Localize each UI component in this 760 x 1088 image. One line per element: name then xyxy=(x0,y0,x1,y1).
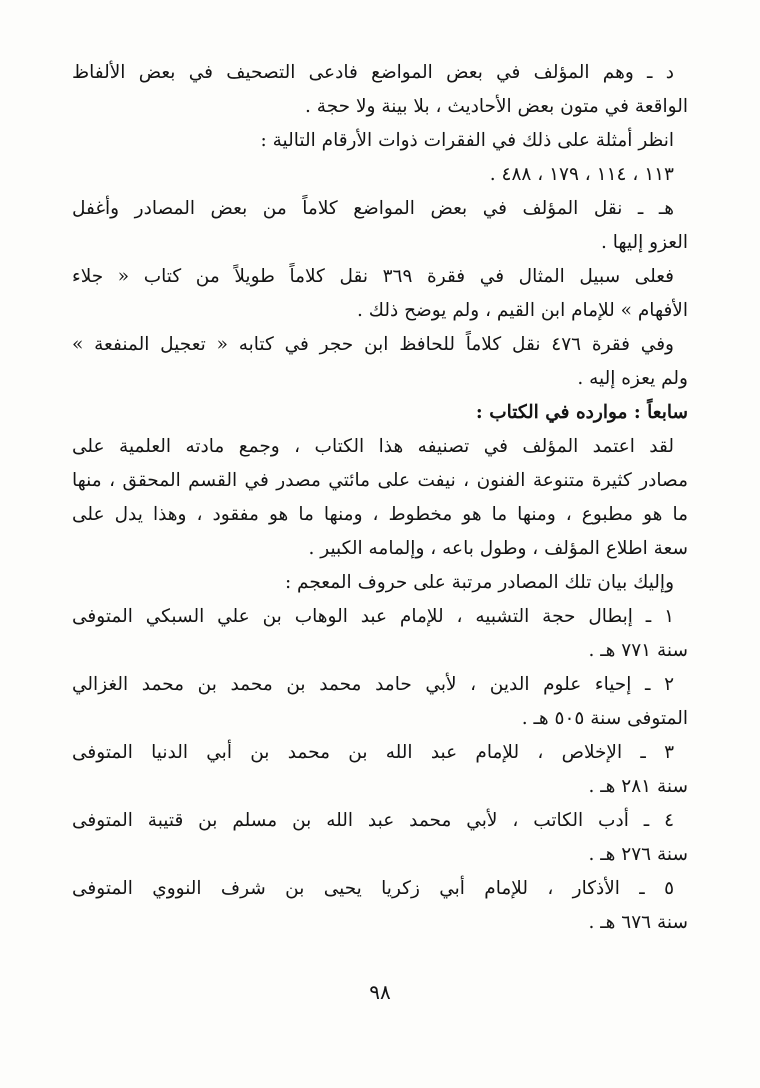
source-entry-line: سنة ٢٧٦ هـ . xyxy=(588,844,688,865)
source-entry-line: سنة ٢٨١ هـ . xyxy=(588,776,688,797)
source-entry-line: سنة ٦٧٦ هـ . xyxy=(588,912,688,933)
text-line: مصادر كثيرة متنوعة الفنون ، نيفت على مائتي مصدر في القسم المحقق ، منها xyxy=(72,470,688,491)
text-line: لقد اعتمد المؤلف في تصنيفه هذا الكتاب ، وجمع مادته العلمية على xyxy=(72,436,674,457)
text-line: ما هو مطبوع ، ومنها ما هو مخطوط ، ومنها ما هو مفقود ، وهذا يدل على xyxy=(72,504,688,525)
page-number: ٩٨ xyxy=(369,980,391,1004)
source-entry-line: ٣ ـ الإخلاص ، للإمام عبد الله بن محمد بن أبي الدنيا المتوفى xyxy=(72,742,674,763)
text-line: فعلى سبيل المثال في فقرة ٣٦٩ نقل كلاماً طويلاً من كتاب « جلاء xyxy=(72,266,674,287)
source-entry-line: ٤ ـ أدب الكاتب ، لأبي محمد عبد الله بن مسلم بن قتيبة المتوفى xyxy=(72,810,674,831)
section-heading: سابعاً : موارده في الكتاب : xyxy=(475,402,688,423)
text-line: ولم يعزه إليه . xyxy=(577,368,688,389)
body-text xyxy=(72,56,688,940)
text-line: وإليك بيان تلك المصادر مرتبة على حروف المعجم : xyxy=(284,572,674,593)
source-entry-line: ١ ـ إبطال حجة التشبيه ، للإمام عبد الوهاب بن علي السبكي المتوفى xyxy=(72,606,674,627)
text-line: انظر أمثلة على ذلك في الفقرات ذوات الأرقام التالية : xyxy=(260,130,674,151)
text-line: العزو إليها . xyxy=(600,232,688,253)
source-entry-line: المتوفى سنة ٥٠٥ هـ . xyxy=(521,708,688,729)
text-line: الأفهام » للإمام ابن القيم ، ولم يوضح ذلك . xyxy=(356,300,688,321)
text-line: الواقعة في متون بعض الأحاديث ، بلا بينة ولا حجة . xyxy=(305,96,688,117)
text-line: ١١٣ ، ١١٤ ، ١٧٩ ، ٤٨٨ . xyxy=(489,164,674,185)
text-line: وفي فقرة ٤٧٦ نقل كلاماً للحافظ ابن حجر في كتابه « تعجيل المنفعة » xyxy=(72,334,674,355)
text-line: هـ ـ نقل المؤلف في بعض المواضع كلاماً من بعض المصادر وأغفل xyxy=(72,198,674,219)
source-entry-line: سنة ٧٧١ هـ . xyxy=(588,640,688,661)
text-line: سعة اطلاع المؤلف ، وطول باعه ، وإلمامه الكبير . xyxy=(308,538,688,559)
source-entry-line: ٥ ـ الأذكار ، للإمام أبي زكريا يحيى بن شرف النووي المتوفى xyxy=(72,878,674,899)
source-entry-line: ٢ ـ إحياء علوم الدين ، لأبي حامد محمد بن محمد بن محمد الغزالي xyxy=(72,674,674,695)
text-line: د ـ وهم المؤلف في بعض المواضع فادعى التصحيف في بعض الألفاظ xyxy=(72,62,674,83)
